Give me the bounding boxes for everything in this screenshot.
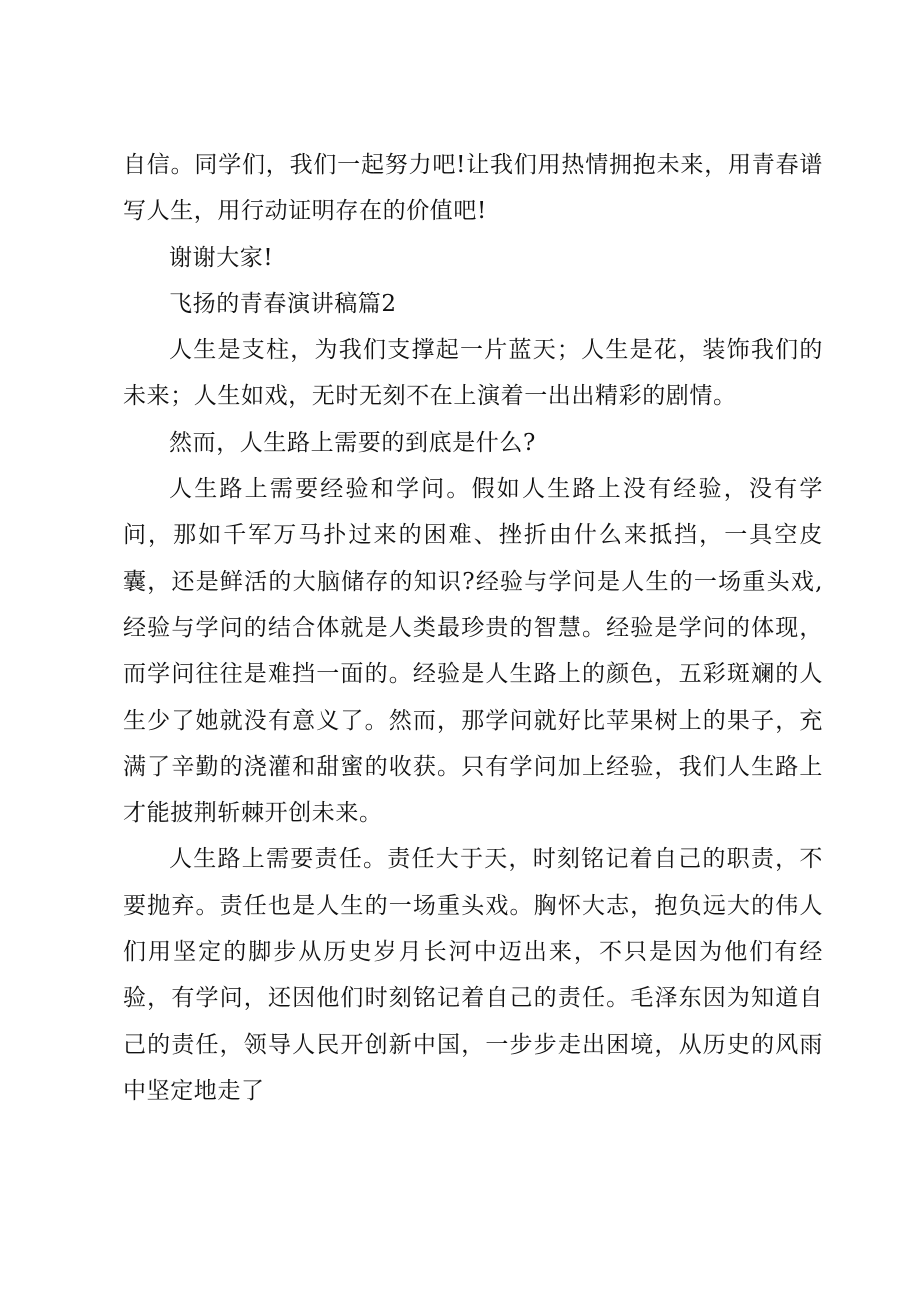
document-body (123, 142, 823, 1114)
paragraph-closing-line: 自信。同学们，我们一起努力吧!让我们用热情拥抱未来，用青春谱写人生，用行动证明存在的价值吧! (123, 152, 823, 225)
paragraph-experience: 人生路上需要经验和学问。假如人生路上没有经验，没有学问，那如千军万马扑过来的困难、挫折由什么来抵挡，一具空皮囊，还是鲜活的大脑储存的知识?经验与学问是人生的一场重头戏,经验与学问的结合体就是人类最珍贵的智慧。经验是学问的体现，而学问往往是难挡一面的。经验是人生路上的颜色，五彩斑斓的人生少了她就没有意义了。然而，那学问就好比苹果树上的果子，充满了辛勤的浇灌和甜蜜的收获。只有学问加上经验，我们人生路上才能披荆斩棘开创未来。 (123, 476, 823, 827)
paragraph-thanks: 谢谢大家! (169, 244, 274, 271)
paragraph-question: 然而，人生路上需要的到底是什么? (169, 429, 536, 456)
paragraph-responsibility: 人生路上需要责任。责任大于天，时刻铭记着自己的职责，不要抛弃。责任也是人生的一场重头戏。胸怀大志，抱负远大的伟人们用坚定的脚步从历史岁月长河中迈出来，不只是因为他们有经验，有学问，还因他们时刻铭记着自己的责任。毛泽东因为知道自己的责任，领导人民开创新中国，一步步走出困境，从历史的风雨中坚定地走了 (123, 846, 823, 1104)
section-heading: 飞扬的青春演讲稿篇2 (169, 290, 397, 317)
paragraph-intro: 人生是支柱，为我们支撑起一片蓝天；人生是花，装饰我们的未来；人生如戏，无时无刻不在上演着一出出精彩的剧情。 (123, 337, 823, 410)
